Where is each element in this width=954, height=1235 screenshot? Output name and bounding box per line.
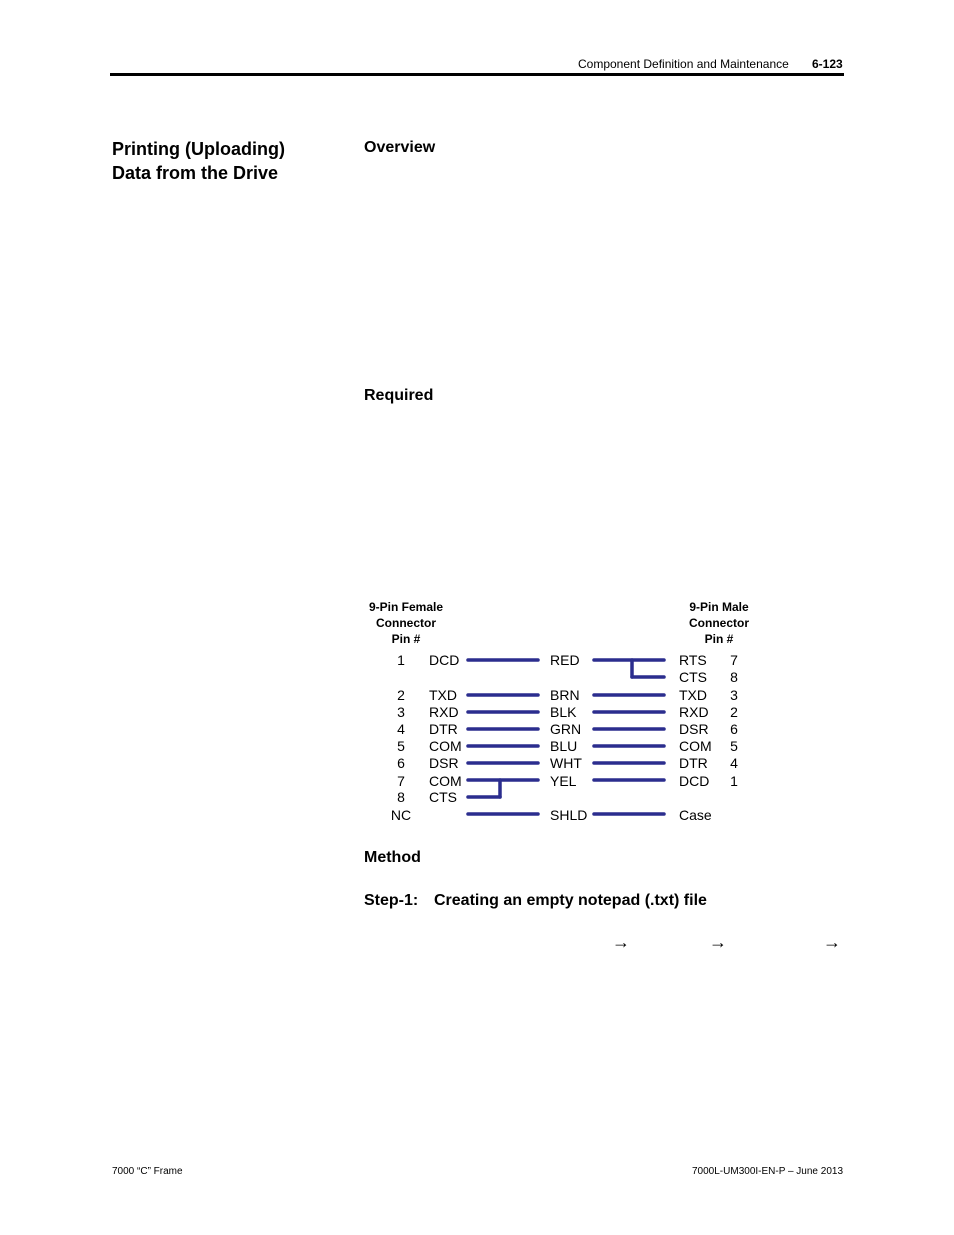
arrow-icon: → <box>709 932 727 952</box>
left-signal-label: RXD <box>429 704 459 720</box>
side-title-line2: Data from the Drive <box>112 163 279 183</box>
left-connector-header: Connector <box>376 616 436 630</box>
wire-color-label: YEL <box>550 773 577 789</box>
right-connector-header: 9-Pin Male <box>689 600 749 614</box>
right-connector-header: Pin # <box>704 632 734 646</box>
left-connector-header: 9-Pin Female <box>368 600 444 614</box>
wire-color-label: GRN <box>550 721 582 737</box>
left-signal-label: DCD <box>429 652 460 668</box>
left-signal-label: TXD <box>429 687 457 703</box>
step-title: Creating an empty notepad (.txt) file <box>434 892 707 909</box>
left-pin-number: 7 <box>397 773 405 789</box>
right-pin-number: 1 <box>730 773 738 789</box>
method-heading: Method <box>364 849 421 866</box>
wire-color-label: BRN <box>550 687 580 703</box>
left-signal-label: COM <box>429 773 462 789</box>
right-signal-label: DCD <box>679 773 710 789</box>
right-signal-label: COM <box>679 738 712 754</box>
left-signal-label: DTR <box>429 721 458 737</box>
required-heading: Required <box>364 387 434 404</box>
left-pin-number: NC <box>390 807 412 823</box>
left-pin-number: 6 <box>397 755 405 771</box>
right-signal-label: DSR <box>679 721 709 737</box>
left-pin-number: 8 <box>397 789 405 805</box>
overview-heading: Overview <box>364 139 436 156</box>
left-pin-number: 3 <box>397 704 405 720</box>
left-signal-label: CTS <box>429 789 457 805</box>
right-pin-number: 4 <box>730 755 738 771</box>
wire-color-label: WHT <box>550 755 582 771</box>
footer-right: 7000L-UM300I-EN-P – June 2013 <box>692 1166 844 1177</box>
right-signal-label: Case <box>679 807 712 823</box>
footer-left: 7000 “C” Frame <box>112 1166 183 1177</box>
step-number: Step-1: <box>364 892 419 909</box>
right-signal-label: DTR <box>679 755 708 771</box>
right-signal-label: RXD <box>679 704 709 720</box>
wire-color-label: BLU <box>550 738 578 754</box>
left-signal-label: DSR <box>429 755 459 771</box>
left-pin-number: 1 <box>397 652 405 668</box>
right-pin-number: 6 <box>730 721 738 737</box>
side-title-line1: Printing (Uploading) <box>112 139 285 159</box>
right-pin-number: 3 <box>730 687 738 703</box>
right-pin-number: 5 <box>730 738 738 754</box>
left-pin-number: 4 <box>397 721 405 737</box>
right-pin-number: 7 <box>730 652 738 668</box>
right-signal-label: CTS <box>679 669 707 685</box>
wire-color-label: SHLD <box>550 807 588 823</box>
right-pin-number: 2 <box>730 704 738 720</box>
left-connector-header: Pin # <box>391 632 421 646</box>
left-signal-label: COM <box>429 738 462 754</box>
header-section-title: Component Definition and Maintenance <box>578 57 789 71</box>
right-signal-label: TXD <box>679 687 707 703</box>
wire-color-label: RED <box>550 652 580 668</box>
wiring-diagram <box>360 596 760 828</box>
side-title <box>112 137 285 185</box>
page-number: 6-123 <box>812 57 843 71</box>
left-pin-number: 2 <box>397 687 405 703</box>
right-connector-header: Connector <box>689 616 749 630</box>
arrow-icon: → <box>823 932 841 952</box>
right-pin-number: 8 <box>730 669 738 685</box>
header-rule <box>110 73 844 76</box>
right-signal-label: RTS <box>679 652 707 668</box>
left-pin-number: 5 <box>397 738 405 754</box>
arrow-icon: → <box>612 932 630 952</box>
wire-color-label: BLK <box>550 704 577 720</box>
